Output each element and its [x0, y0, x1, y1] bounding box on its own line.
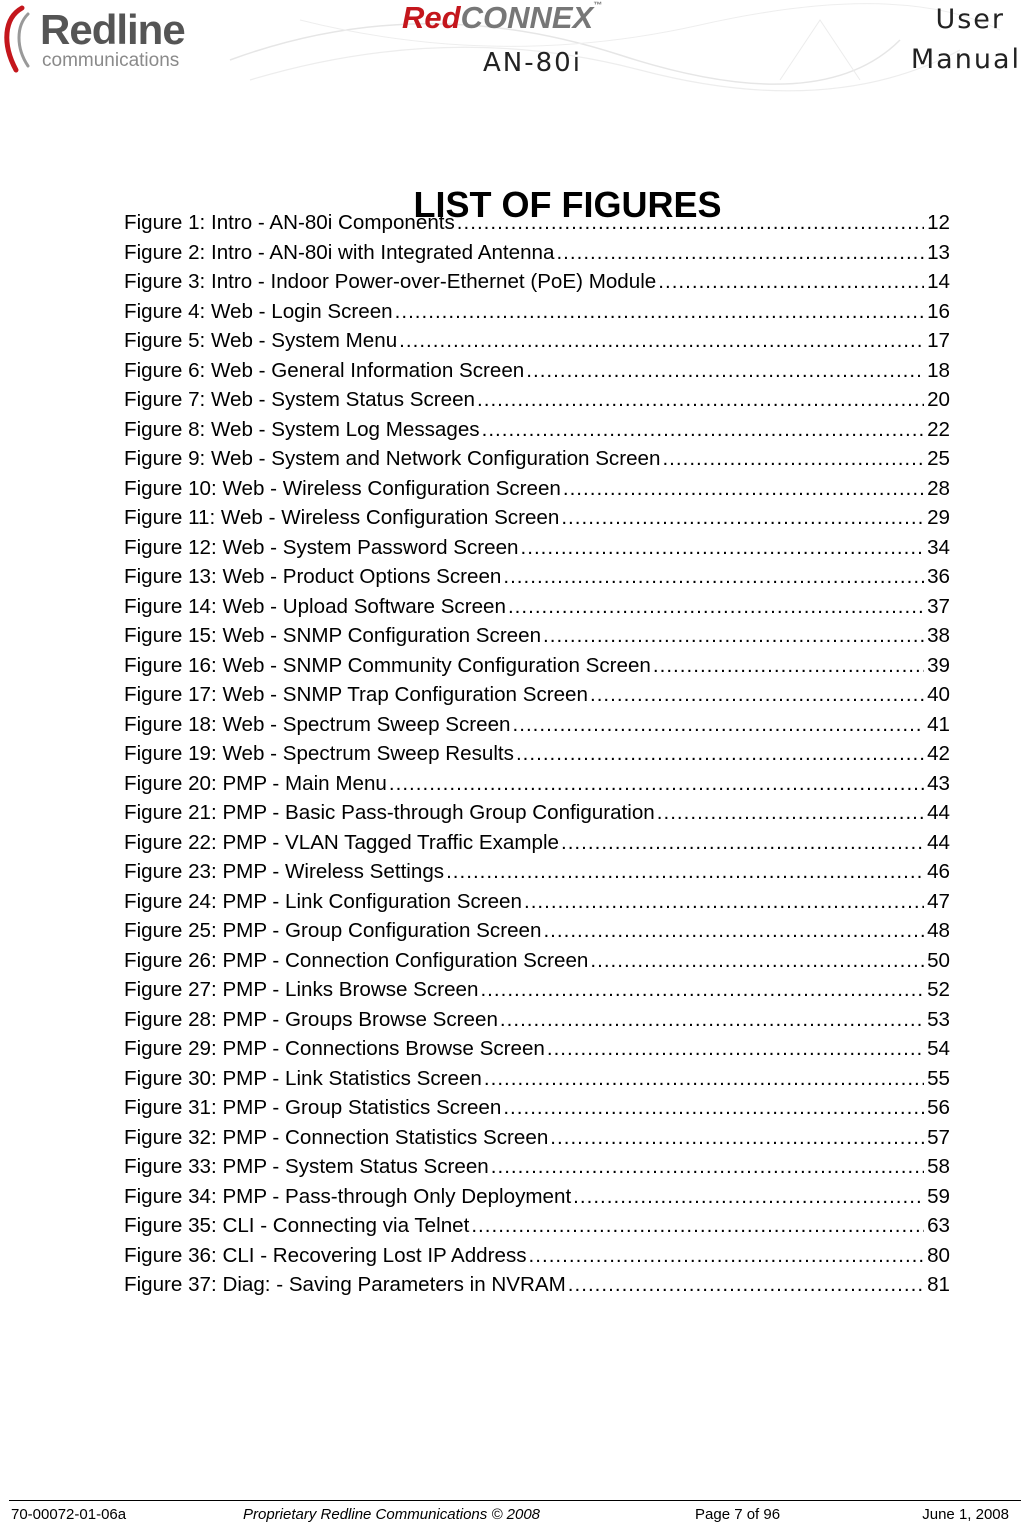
figure-page-number: 43 — [927, 771, 950, 795]
figure-entry[interactable] — [124, 474, 950, 504]
dot-leader — [399, 326, 924, 356]
dot-leader — [482, 415, 924, 445]
figure-page-number: 20 — [927, 388, 950, 411]
figure-entry[interactable] — [124, 769, 950, 799]
dot-leader — [395, 297, 924, 327]
figure-label: Figure 2: Intro - AN-80i with Integrated Antenna — [124, 240, 555, 264]
figure-label: Figure 13: Web - Product Options Screen — [124, 565, 502, 588]
figure-entry[interactable] — [124, 267, 950, 297]
figure-page-number: 80 — [927, 1243, 950, 1267]
figure-page-number: 13 — [927, 240, 950, 264]
figure-label: Figure 11: Web - Wireless Configuration Screen — [124, 506, 560, 529]
figure-label: Figure 27: PMP - Links Browse Screen — [124, 978, 479, 1001]
dot-leader — [503, 562, 924, 592]
figure-page-number: 63 — [927, 1214, 950, 1237]
figure-page-number: 25 — [927, 447, 950, 470]
figure-entry[interactable] — [124, 1034, 950, 1064]
footer-doc-number: 70-00072-01-06a — [11, 1506, 127, 1523]
dot-leader — [662, 444, 924, 474]
company-logo — [2, 4, 217, 74]
figure-entry[interactable] — [124, 238, 950, 268]
dot-leader — [513, 710, 925, 740]
dot-leader — [484, 1064, 924, 1094]
dot-leader — [389, 769, 924, 799]
figure-label: Figure 1: Intro - AN-80i Components — [124, 211, 455, 234]
company-subtitle: communications — [42, 50, 180, 71]
figure-label: Figure 37: Diag: - Saving Parameters in NVRAM — [124, 1273, 566, 1296]
figure-entry[interactable] — [124, 208, 950, 238]
figure-entry[interactable] — [124, 828, 950, 858]
dot-leader — [653, 651, 924, 681]
figure-label: Figure 7: Web - System Status Screen — [124, 388, 475, 411]
figure-page-number: 14 — [927, 270, 950, 293]
figure-entry[interactable] — [124, 1093, 950, 1123]
figure-page-number: 58 — [927, 1155, 950, 1178]
figure-entry[interactable] — [124, 326, 950, 356]
figure-page-number: 36 — [927, 565, 950, 588]
dot-leader — [457, 208, 924, 238]
dot-leader — [658, 267, 924, 297]
figures-list — [124, 208, 950, 1300]
figure-label: Figure 12: Web - System Password Screen — [124, 535, 519, 559]
product-logo-red: Red — [402, 0, 461, 35]
figure-label: Figure 16: Web - SNMP Community Configuration Screen — [124, 653, 651, 677]
page-title: LIST OF FIGURES — [413, 184, 722, 226]
dot-leader — [491, 1152, 924, 1182]
dot-leader — [526, 356, 924, 386]
figure-label: Figure 19: Web - Spectrum Sweep Results — [124, 742, 514, 765]
figure-label: Figure 22: PMP - VLAN Tagged Traffic Example — [124, 830, 559, 854]
figure-page-number: 12 — [927, 211, 950, 234]
figure-label: Figure 28: PMP - Groups Browse Screen — [124, 1007, 498, 1031]
dot-leader — [573, 1182, 924, 1212]
figure-label: Figure 34: PMP - Pass-through Only Deployment — [124, 1184, 572, 1208]
figure-entry[interactable] — [124, 1005, 950, 1035]
dot-leader — [563, 474, 924, 504]
figure-label: Figure 9: Web - System and Network Configuration Screen — [124, 447, 661, 470]
figure-label: Figure 32: PMP - Connection Statistics Screen — [124, 1125, 549, 1149]
figure-label: Figure 25: PMP - Group Configuration Screen — [124, 919, 542, 942]
figure-entry[interactable] — [124, 1270, 950, 1300]
footer-date: June 1, 2008 — [922, 1506, 1009, 1523]
figure-label: Figure 35: CLI - Connecting via Telnet — [124, 1214, 470, 1237]
figure-entry[interactable] — [124, 592, 950, 622]
product-model: AN-80i — [483, 48, 582, 78]
figure-page-number: 59 — [927, 1184, 950, 1208]
figure-page-number: 42 — [927, 742, 950, 765]
figure-label: Figure 29: PMP - Connections Browse Screen — [124, 1037, 545, 1060]
figure-entry[interactable] — [124, 680, 950, 710]
figure-page-number: 44 — [927, 801, 950, 824]
figure-entry[interactable] — [124, 739, 950, 769]
figure-label: Figure 17: Web - SNMP Trap Configuration Screen — [124, 683, 588, 706]
dot-leader — [543, 916, 924, 946]
figure-label: Figure 24: PMP - Link Configuration Screen — [124, 889, 522, 913]
figure-label: Figure 3: Intro - Indoor Power-over-Ethernet (PoE) Module — [124, 270, 657, 293]
page-header — [0, 0, 1023, 92]
dot-leader — [657, 798, 924, 828]
figure-page-number: 46 — [927, 860, 950, 883]
figure-label: Figure 6: Web - General Information Screen — [124, 358, 525, 382]
figure-label: Figure 5: Web - System Menu — [124, 329, 398, 352]
figure-entry[interactable] — [124, 975, 950, 1005]
dot-leader — [590, 680, 924, 710]
dot-leader — [500, 1005, 924, 1035]
figure-entry[interactable] — [124, 444, 950, 474]
dot-leader — [590, 946, 924, 976]
figure-label: Figure 8: Web - System Log Messages — [124, 417, 480, 441]
figure-entry[interactable] — [124, 621, 950, 651]
figure-entry[interactable] — [124, 916, 950, 946]
dot-leader — [543, 621, 924, 651]
figure-label: Figure 20: PMP - Main Menu — [124, 771, 387, 795]
figure-page-number: 56 — [927, 1096, 950, 1119]
dot-leader — [471, 1211, 924, 1241]
dot-leader — [561, 828, 924, 858]
figure-page-number: 44 — [927, 830, 950, 854]
figure-page-number: 47 — [927, 889, 950, 913]
figure-label: Figure 15: Web - SNMP Configuration Screen — [124, 624, 542, 647]
figure-page-number: 40 — [927, 683, 950, 706]
figure-page-number: 50 — [927, 948, 950, 972]
dot-leader — [529, 1241, 925, 1271]
dot-leader — [446, 857, 924, 887]
figure-page-number: 17 — [927, 329, 950, 352]
figure-entry[interactable] — [124, 415, 950, 445]
figure-page-number: 57 — [927, 1125, 950, 1149]
figure-label: Figure 4: Web - Login Screen — [124, 299, 393, 323]
dot-leader — [561, 503, 924, 533]
product-logo — [402, 0, 602, 36]
figure-label: Figure 26: PMP - Connection Configuration Screen — [124, 948, 589, 972]
figure-entry[interactable] — [124, 385, 950, 415]
figure-page-number: 22 — [927, 417, 950, 441]
figure-page-number: 54 — [927, 1037, 950, 1060]
dot-leader — [521, 533, 925, 563]
footer-copyright: Proprietary Redline Communications © 2008 — [243, 1506, 541, 1523]
figure-label: Figure 33: PMP - System Status Screen — [124, 1155, 489, 1178]
figure-page-number: 16 — [927, 299, 950, 323]
figure-page-number: 34 — [927, 535, 950, 559]
dot-leader — [508, 592, 924, 622]
figure-page-number: 52 — [927, 978, 950, 1001]
figure-label: Figure 36: CLI - Recovering Lost IP Address — [124, 1243, 527, 1267]
redline-swirl-icon — [2, 4, 42, 76]
figure-entry[interactable] — [124, 887, 950, 917]
figure-page-number: 38 — [927, 624, 950, 647]
figure-label: Figure 23: PMP - Wireless Settings — [124, 860, 445, 883]
figure-entry[interactable] — [124, 356, 950, 386]
figure-page-number: 41 — [927, 712, 950, 736]
figure-label: Figure 30: PMP - Link Statistics Screen — [124, 1066, 482, 1090]
footer-divider — [9, 1500, 1021, 1501]
figure-entry[interactable] — [124, 1241, 950, 1271]
figure-label: Figure 21: PMP - Basic Pass-through Group Configuration — [124, 801, 655, 824]
company-name: Redline — [40, 6, 185, 53]
figure-page-number: 48 — [927, 919, 950, 942]
figure-page-number: 55 — [927, 1066, 950, 1090]
dot-leader — [550, 1123, 924, 1153]
dot-leader — [477, 385, 924, 415]
dot-leader — [524, 887, 924, 917]
figure-entry[interactable] — [124, 562, 950, 592]
product-logo-grey: CONNEX — [460, 0, 594, 35]
figure-page-number: 29 — [927, 506, 950, 529]
dot-leader — [503, 1093, 924, 1123]
figure-entry[interactable] — [124, 533, 950, 563]
figure-entry[interactable] — [124, 857, 950, 887]
figure-label: Figure 31: PMP - Group Statistics Screen — [124, 1096, 502, 1119]
figure-entry[interactable] — [124, 503, 950, 533]
figure-entry[interactable] — [124, 1152, 950, 1182]
figure-page-number: 37 — [927, 594, 950, 618]
footer-page-info: Page 7 of 96 — [695, 1506, 781, 1523]
figure-entry[interactable] — [124, 710, 950, 740]
trademark-symbol: ™ — [593, 0, 603, 10]
dot-leader — [568, 1270, 924, 1300]
figure-entry[interactable] — [124, 1123, 950, 1153]
dot-leader — [556, 238, 924, 268]
figure-page-number: 18 — [927, 358, 950, 382]
figure-entry[interactable] — [124, 651, 950, 681]
figure-page-number: 81 — [927, 1273, 950, 1296]
figure-entry[interactable] — [124, 946, 950, 976]
figure-page-number: 28 — [927, 476, 950, 500]
figure-entry[interactable] — [124, 798, 950, 828]
dot-leader — [547, 1034, 924, 1064]
figure-entry[interactable] — [124, 1211, 950, 1241]
figure-label: Figure 10: Web - Wireless Configuration Screen — [124, 476, 561, 500]
figure-label: Figure 18: Web - Spectrum Sweep Screen — [124, 712, 511, 736]
doc-type-line1: User — [935, 4, 1005, 35]
figure-entry[interactable] — [124, 1182, 950, 1212]
dot-leader — [516, 739, 924, 769]
figure-page-number: 39 — [927, 653, 950, 677]
figure-entry[interactable] — [124, 297, 950, 327]
doc-type-line2: Manual — [910, 44, 1021, 75]
figure-label: Figure 14: Web - Upload Software Screen — [124, 594, 506, 618]
dot-leader — [480, 975, 924, 1005]
figure-entry[interactable] — [124, 1064, 950, 1094]
figure-page-number: 53 — [927, 1007, 950, 1031]
